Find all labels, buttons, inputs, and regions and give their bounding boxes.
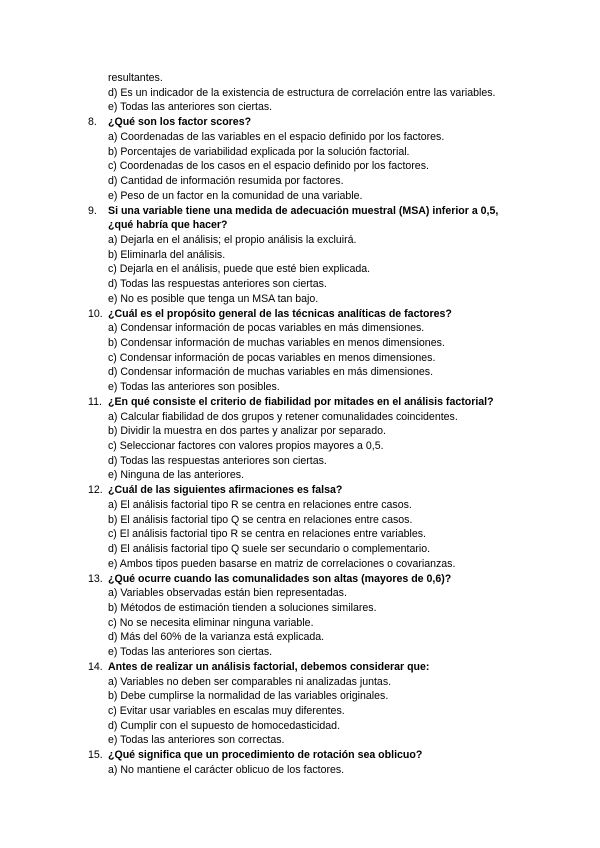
answer-option: d) Condensar información de muchas variables en más dimensiones. [108,366,434,379]
answer-option: c) Evitar usar variables en escalas muy diferentes. [108,705,345,717]
previous-question-option: resultantes. [108,72,163,84]
question-text-continuation: ¿qué habría que hacer? [108,219,228,232]
answer-option: e) Ninguna de las anteriores. [108,469,245,482]
question-heading [88,115,251,129]
question-heading [88,204,498,218]
question-text: ¿Qué son los factor scores? [108,116,252,129]
answer-option: a) Dejarla en el análisis; el propio análisis la excluirá. [108,233,357,246]
question-number: 11. [88,395,102,408]
answer-option: d) Todas las respuestas anteriores son ciertas. [108,278,327,291]
answer-option: d) Más del 60% de la varianza está explicada. [108,631,325,644]
answer-option: e) Todas las anteriores son correctas. [108,734,285,747]
answer-option: b) Condensar información de muchas variables en menos dimensiones. [108,337,445,349]
answer-option: c) El análisis factorial tipo R se centra en relaciones entre variables. [108,528,426,541]
answer-option: d) Todas las respuestas anteriores son ciertas. [108,454,327,467]
question-text: ¿Cuál es el propósito general de las técnicas analíticas de factores? [108,307,452,320]
question-number: 14. [88,660,103,673]
question-heading [88,395,494,409]
answer-option: b) Dividir la muestra en dos partes y analizar por separado. [108,425,386,438]
question-text: Antes de realizar un análisis factorial, debemos considerar que: [108,660,430,673]
question-number: 15. [88,749,103,762]
answer-option: c) Coordenadas de los casos en el espacio definido por los factores. [108,160,429,173]
question-text: ¿Cuál de las siguientes afirmaciones es falsa? [108,484,343,497]
answer-option: c) Condensar información de pocas variables en menos dimensiones. [108,351,436,364]
question-text: ¿En qué consiste el criterio de fiabilidad por mitades en el análisis factorial? [108,395,494,408]
question-heading [88,572,451,586]
answer-option: d) El análisis factorial tipo Q suele ser secundario o complementario. [108,543,431,555]
answer-option: b) Porcentajes de variabilidad explicada por la solución factorial. [108,145,410,158]
question-text: Si una variable tiene una medida de adecuación muestral (MSA) inferior a 0,5, [108,204,499,217]
answer-option: d) Cantidad de información resumida por factores. [108,175,344,187]
answer-option: e) No es posible que tenga un MSA tan bajo. [108,292,319,305]
question-number: 10. [88,307,103,320]
answer-option: d) Cumplir con el supuesto de homocedasticidad. [108,719,341,732]
answer-option: e) Todas las anteriores son ciertas. [108,646,273,659]
answer-option: a) No mantiene el carácter oblicuo de los factores. [108,763,345,776]
question-number: 9. [88,204,97,217]
question-text: ¿Qué ocurre cuando las comunalidades son altas (mayores de 0,6)? [108,572,452,585]
question-number: 13. [88,572,103,585]
answer-option: a) Variables observadas están bien representadas. [108,587,347,600]
answer-option: a) El análisis factorial tipo R se centra en relaciones entre casos. [108,498,412,511]
previous-question-option: d) Es un indicador de la existencia de estructura de correlación entre las variables. [108,86,496,99]
answer-option: e) Ambos tipos pueden basarse en matriz de correlaciones o covarianzas. [108,557,456,570]
question-number: 8. [88,116,97,129]
question-number: 12. [88,484,103,497]
answer-option: a) Condensar información de pocas variables en más dimensiones. [108,322,425,335]
answer-option: b) Debe cumplirse la normalidad de las variables originales. [108,690,389,703]
answer-option: e) Peso de un factor en la comunidad de una variable. [108,189,363,202]
answer-option: a) Variables no deben ser comparables ni analizadas juntas. [108,675,392,688]
question-heading [88,483,342,497]
answer-option: c) Seleccionar factores con valores propios mayores a 0,5. [108,440,384,452]
question-heading [88,748,422,762]
answer-option: a) Coordenadas de las variables en el espacio definido por los factores. [108,130,445,143]
previous-question-option: e) Todas las anteriores son ciertas. [108,101,273,114]
answer-option: b) El análisis factorial tipo Q se centra en relaciones entre casos. [108,513,413,526]
answer-option: c) No se necesita eliminar ninguna variable. [108,616,314,629]
question-text: ¿Qué significa que un procedimiento de rotación sea oblicuo? [108,749,423,762]
answer-option: a) Calcular fiabilidad de dos grupos y retener comunalidades coincidentes. [108,410,458,423]
question-heading [88,660,429,674]
answer-option: c) Dejarla en el análisis, puede que esté bien explicada. [108,263,371,276]
answer-option: b) Eliminarla del análisis. [108,248,226,261]
answer-option: e) Todas las anteriores son posibles. [108,381,280,394]
question-heading [88,307,452,321]
answer-option: b) Métodos de estimación tienden a soluciones similares. [108,601,377,614]
